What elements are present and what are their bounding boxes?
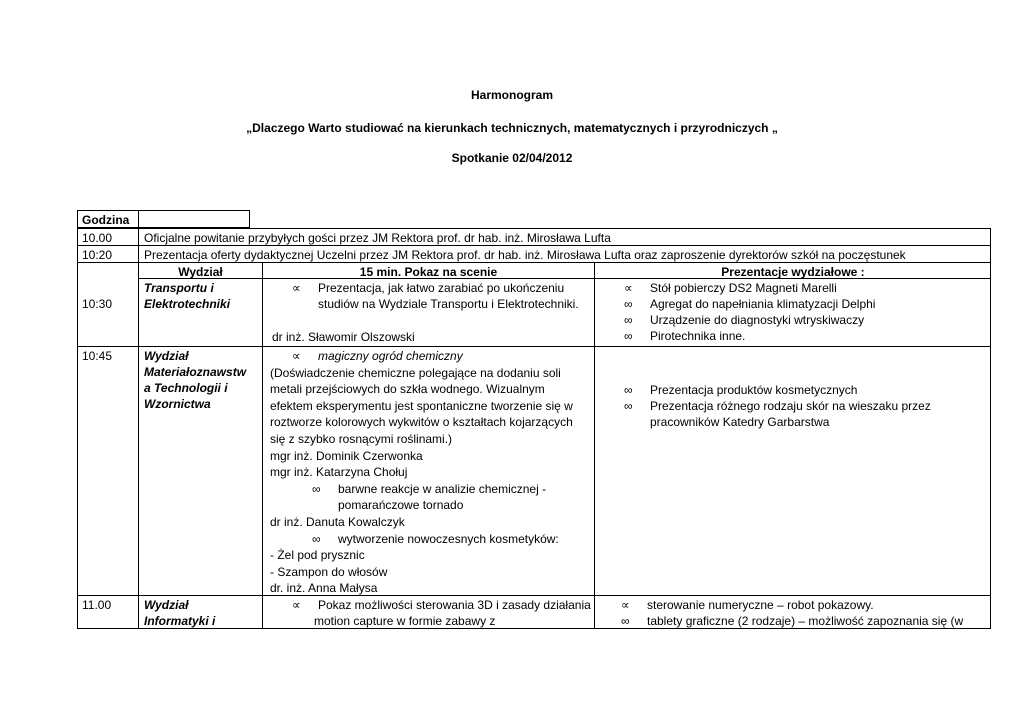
show-1030 [266, 278, 583, 314]
alpha-bullet-icon: ∝ [292, 598, 301, 612]
pres-1100-item1: sterowanie numeryczne – robot pokazowy. [647, 598, 874, 612]
infinity-bullet-icon: ∞ [624, 399, 633, 413]
faculty-1030-line1: Transportu i [144, 281, 214, 295]
document-title: Harmonogram [470, 88, 553, 102]
show-1045-bullet2-line1: barwne reakcje w analizie chemicznej - [338, 481, 547, 496]
show-1030-person: dr inż. Sławomir Olszowski [272, 330, 415, 344]
show-1045-item2: - Szampon do włosów [270, 564, 388, 579]
event-1000: Oficjalne powitanie przybyłych gości przez JM Rektora prof. dr hab. inż. Mirosława Lufta [144, 231, 611, 245]
alpha-bullet-icon: ∝ [624, 281, 633, 295]
pres-1100 [617, 595, 967, 631]
show-1045-desc4: roztworze kolorowych wykwitów o kształtach kojarzących [270, 415, 573, 430]
infinity-bullet-icon: ∞ [621, 614, 630, 628]
pres-1030-item3: Urządzenie do diagnostyki wtryskiwaczy [650, 313, 865, 327]
show-1045-person3: dr inż. Danuta Kowalczyk [270, 514, 405, 529]
show-1045-person2: mgr inż. Katarzyna Chołuj [270, 465, 408, 480]
pres-1030 [620, 278, 879, 346]
col-wydzial: Wydział [178, 265, 223, 279]
alpha-bullet-icon: ∝ [292, 281, 301, 295]
show-1045-desc3: efektem eksperymentu jest spontaniczne tworzenie się w [270, 398, 573, 413]
col-pokaz: 15 min. Pokaz na scenie [359, 265, 498, 279]
show-1045-desc1: (Doświadczenie chemiczne polegające na dodaniu soli [270, 365, 561, 380]
show-1030-line1: Prezentacja, jak łatwo zarabiać po ukończeniu [318, 281, 565, 295]
pres-1045-item1: Prezentacja produktów kosmetycznych [650, 383, 858, 397]
pres-1030-item1: Stół pobierczy DS2 Magneti Marelli [650, 281, 837, 295]
faculty-1030-line2: Elektrotechniki [144, 297, 231, 311]
show-1045-desc5: się z szybko rosnącymi roślinami.) [270, 431, 453, 446]
meeting-date: Spotkanie 02/04/2012 [451, 151, 573, 165]
pres-1045-item2b: pracowników Katedry Garbarstwa [650, 415, 830, 429]
alpha-bullet-icon: ∝ [621, 598, 630, 612]
show-1045-bullet3: wytworzenie nowoczesnych kosmetyków: [338, 531, 559, 546]
pres-1030-item4: Pirotechnika inne. [650, 329, 746, 343]
time-1100: 11.00 [82, 598, 112, 612]
show-1045-item1: - Żel pod prysznic [270, 548, 365, 563]
time-1000: 10.00 [82, 231, 113, 245]
pres-1045 [620, 380, 935, 432]
faculty-1030 [140, 278, 234, 314]
pres-1045-item2a: Prezentacja różnego rodzaju skór na wieszaku przez [650, 399, 931, 413]
faculty-1045-line3: a Technologii i [144, 381, 228, 395]
infinity-bullet-icon: ∞ [312, 481, 321, 496]
infinity-bullet-icon: ∞ [624, 313, 633, 327]
faculty-1045 [140, 346, 250, 414]
time-1030: 10:30 [82, 297, 113, 311]
infinity-bullet-icon: ∞ [312, 531, 321, 546]
faculty-1100-line2: Informatyki i [144, 614, 216, 628]
time-1020: 10:20 [82, 248, 113, 262]
show-1030-line2: studiów na Wydziale Transportu i Elektrotechniki. [318, 297, 579, 311]
faculty-1045-line1: Wydział [144, 349, 189, 363]
show-1100-line1: Pokaz możliwości sterowania 3D i zasady działania [318, 598, 591, 612]
show-1045-bullet2-line2: pomarańczowe tornado [338, 498, 464, 513]
col-prezentacje: Prezentacje wydziałowe : [721, 265, 865, 279]
show-1045-desc2: metali przejściowych do szkła wodnego. Wizualnym [270, 382, 545, 397]
event-1020: Prezentacja oferty dydaktycznej Uczelni przez JM Rektora prof. dr hab. inż. Mirosława Lufta oraz zaproszenie dyrektorów szkół na poczęstunek [144, 248, 906, 262]
show-1100-line2: motion capture w formie zabawy z [314, 614, 496, 628]
infinity-bullet-icon: ∞ [624, 383, 633, 397]
faculty-1100-line1: Wydział [144, 598, 189, 612]
document-subtitle: „Dlaczego Warto studiować na kierunkach technicznych, matematycznych i przyrodniczych „ [246, 121, 778, 135]
show-1100 [266, 595, 595, 631]
show-1045-person1: mgr inż. Dominik Czerwonka [270, 448, 423, 463]
godzina-header: Godzina [82, 213, 130, 227]
faculty-1045-line4: Wzornictwa [144, 397, 211, 411]
pres-1100-item2: tablety graficzne (2 rodzaje) – możliwość zapoznania się (w [647, 614, 964, 628]
faculty-1045-line2: Materiałoznawstw [144, 365, 247, 379]
show-1045-bullet1: magiczny ogród chemiczny [318, 349, 463, 363]
show-1045 [266, 346, 577, 599]
show-1045-person4: dr. inż. Anna Małysa [270, 581, 378, 596]
alpha-bullet-icon: ∝ [292, 349, 301, 363]
infinity-bullet-icon: ∞ [624, 297, 633, 311]
time-1045: 10:45 [82, 349, 113, 363]
pres-1030-item2: Agregat do napełniania klimatyzacji Delphi [650, 297, 876, 311]
infinity-bullet-icon: ∞ [624, 329, 633, 343]
faculty-1100 [140, 595, 219, 631]
